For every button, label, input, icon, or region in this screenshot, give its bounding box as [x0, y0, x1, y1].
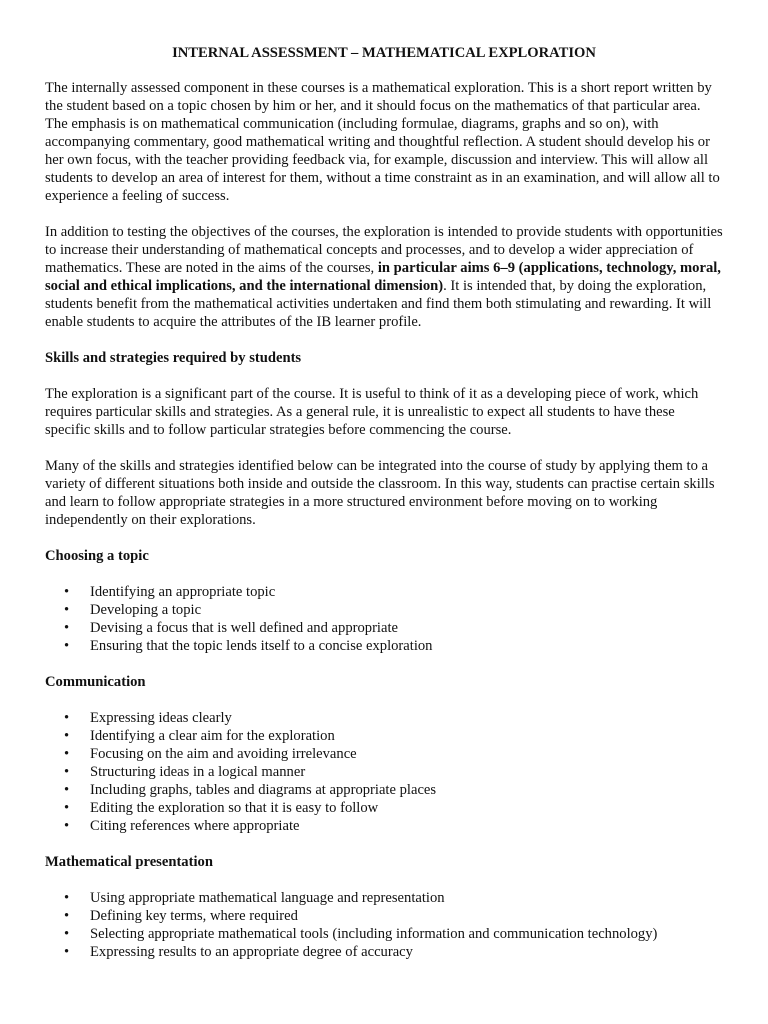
list-item-text: Devising a focus that is well defined and appropriate [90, 620, 398, 636]
list-item-text: Including graphs, tables and diagrams at appropriate places [90, 782, 437, 798]
skills-paragraph-2: Many of the skills and strategies identified below can be integrated into the course of study by applying them to a variety of different situations both inside and outside the classroom. In this way, students can practise certain skills and learn to follow appropriate strategies in a more structured environment before moving on to working independently on their explorations. [45, 458, 715, 528]
section-heading-communication: Communication [45, 674, 146, 690]
document-page [45, 44, 723, 979]
bullet-icon: • [64, 818, 70, 834]
bullet-icon: • [64, 638, 70, 654]
bullet-icon: • [64, 782, 70, 798]
document-title: INTERNAL ASSESSMENT – MATHEMATICAL EXPLORATION [172, 45, 596, 61]
list-item-text: Expressing results to an appropriate degree of accuracy [90, 944, 413, 960]
list-item-text: Identifying a clear aim for the exploration [90, 728, 335, 744]
list-item [45, 889, 723, 907]
objectives-text-before: In addition to testing the objectives of the courses, the exploration is intended to provide students with opportunities to increase their understanding of mathematical concepts and processes, and to develop a wider appreciation of mathematics. These are noted in the aims of the courses, [45, 224, 723, 276]
bullet-icon: • [64, 800, 70, 816]
list-item-text: Selecting appropriate mathematical tools (including information and communication technology) [90, 926, 658, 942]
bullet-icon: • [64, 710, 70, 726]
list-item [45, 781, 723, 799]
skills-heading: Skills and strategies required by students [45, 350, 302, 366]
communication-list [45, 709, 723, 835]
bullet-icon: • [64, 620, 70, 636]
list-item [45, 601, 723, 619]
skills-paragraph-1: The exploration is a significant part of the course. It is useful to think of it as a developing piece of work, which requires particular skills and strategies. As a general rule, it is unrealistic to expect all students to have these specific skills and to follow particular strategies before commencing the course. [45, 386, 699, 438]
intro-paragraph: The internally assessed component in these courses is a mathematical exploration. This is a short report written by the student based on a topic chosen by him or her, and it should focus on the mathematics of that particular area. The emphasis is on mathematical communication (including formulae, diagrams, graphs and so on), with accompanying commentary, good mathematical writing and thoughtful reflection. A student should develop his or her own focus, with the teacher providing feedback via, for example, discussion and interview. This will allow all students to develop an area of interest for them, without a time constraint as in an examination, and will allow all to experience a feeling of success. [45, 80, 720, 204]
list-item [45, 709, 723, 727]
bullet-icon: • [64, 728, 70, 744]
list-item-text: Ensuring that the topic lends itself to a concise exploration [90, 638, 433, 654]
objectives-paragraph [45, 223, 723, 331]
list-item-text: Citing references where appropriate [90, 818, 300, 834]
list-item [45, 943, 723, 961]
bullet-icon: • [64, 746, 70, 762]
list-item [45, 745, 723, 763]
list-item [45, 925, 723, 943]
list-item-text: Structuring ideas in a logical manner [90, 764, 306, 780]
bullet-icon: • [64, 764, 70, 780]
objectives-text-after: . It is intended that, by doing the exploration, students benefit from the mathematical activities undertaken and find them both stimulating and rewarding. It will enable students to acquire the attributes of the IB learner profile. [45, 278, 712, 330]
list-item-text: Editing the exploration so that it is easy to follow [90, 800, 379, 816]
list-item-text: Focusing on the aim and avoiding irrelevance [90, 746, 357, 762]
section-heading-choosing-topic: Choosing a topic [45, 548, 149, 564]
section-heading-mathematical-presentation: Mathematical presentation [45, 854, 213, 870]
bullet-icon: • [64, 926, 70, 942]
choosing-topic-list [45, 583, 723, 655]
list-item-text: Developing a topic [90, 602, 202, 618]
bullet-icon: • [64, 890, 70, 906]
bullet-icon: • [64, 602, 70, 618]
objectives-aims-bold: in particular aims 6–9 (applications, technology, moral, social and ethical implications, and the international dimension) [45, 260, 721, 294]
bullet-icon: • [64, 584, 70, 600]
list-item-text: Expressing ideas clearly [90, 710, 232, 726]
mathematical-presentation-list [45, 889, 723, 961]
bullet-icon: • [64, 944, 70, 960]
list-item [45, 817, 723, 835]
list-item [45, 637, 723, 655]
list-item [45, 727, 723, 745]
list-item [45, 907, 723, 925]
list-item [45, 583, 723, 601]
list-item-text: Identifying an appropriate topic [90, 584, 276, 600]
list-item-text: Using appropriate mathematical language and representation [90, 890, 445, 906]
list-item [45, 799, 723, 817]
bullet-icon: • [64, 908, 70, 924]
list-item [45, 619, 723, 637]
list-item-text: Defining key terms, where required [90, 908, 298, 924]
list-item [45, 763, 723, 781]
